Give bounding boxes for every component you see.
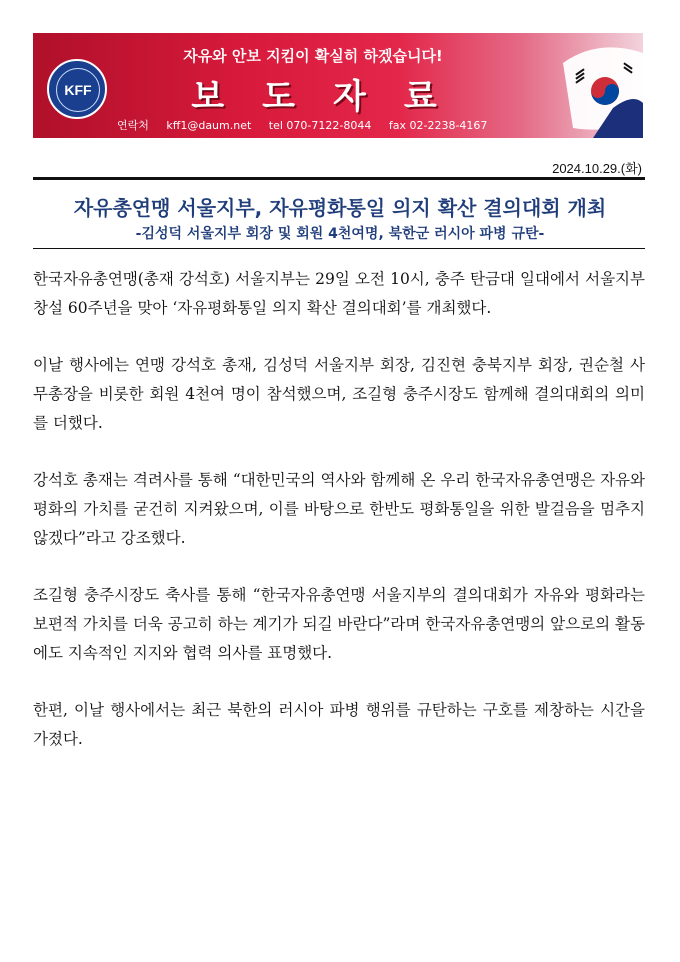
article-body xyxy=(33,265,645,782)
sub-headline: -김성덕 서울지부 회장 및 회원 4천여명, 북한군 러시아 파병 규탄- xyxy=(135,226,545,242)
contact-email: kff1@daum.net xyxy=(166,119,252,132)
release-date: 2024.10.29.(화) xyxy=(552,161,642,176)
headline: 자유총연맹 서울지부, 자유평화통일 의지 확산 결의대회 개최 xyxy=(73,196,607,220)
contact-fax: fax 02-2238-4167 xyxy=(388,119,488,132)
paragraph-3: 강석호 총재는 격려사를 통해 “대한민국의 역사와 함께해 온 우리 한국자유총연맹은 자유와 평화의 가치를 굳건히 지켜왔으며, 이를 바탕으로 한반도 평화통일을 위한 발걸음을 멈추지 않겠다”라고 강조했다. xyxy=(33,471,645,547)
paragraph-5: 한편, 이날 행사에서는 최근 북한의 러시아 파병 행위를 규탄하는 구호를 제창하는 시간을 가졌다. xyxy=(33,701,645,748)
kff-logo xyxy=(47,59,107,119)
header-divider xyxy=(33,177,645,180)
contact-label: 연락처 xyxy=(117,119,149,132)
contact-tel: tel 070-7122-8044 xyxy=(268,119,372,132)
contact-info xyxy=(117,117,501,133)
title-divider xyxy=(33,248,645,249)
paragraph-2: 이날 행사에는 연맹 강석호 총재, 김성덕 서울지부 회장, 김진현 충북지부 회장, 권순철 사무총장을 비롯한 회원 4천여 명이 참석했으며, 조길형 충주시장도 함께해 결의대회의 의미를 더했다. xyxy=(33,356,645,432)
paragraph-4: 조길형 충주시장도 축사를 통해 “한국자유총연맹 서울지부의 결의대회가 자유와 평화라는 보편적 가치를 더욱 공고히 하는 계기가 되길 바란다”라며 한국자유총연맹의 앞으로의 활동에도 지속적인 지지와 협력 의사를 표명했다. xyxy=(33,586,645,662)
taegukgi-flag-icon xyxy=(553,33,643,138)
kff-logo-text: KFF xyxy=(56,68,100,112)
banner-slogan: 자유와 안보 지킴이 확실히 하겠습니다! xyxy=(183,47,443,65)
press-release-title: 보도자료 xyxy=(191,77,475,117)
press-release-banner xyxy=(33,33,643,138)
paragraph-1: 한국자유총연맹(총재 강석호) 서울지부는 29일 오전 10시, 충주 탄금대 일대에서 서울지부 창설 60주년을 맞아 ‘자유평화통일 의지 확산 결의대회’를 개최했다. xyxy=(33,270,645,317)
